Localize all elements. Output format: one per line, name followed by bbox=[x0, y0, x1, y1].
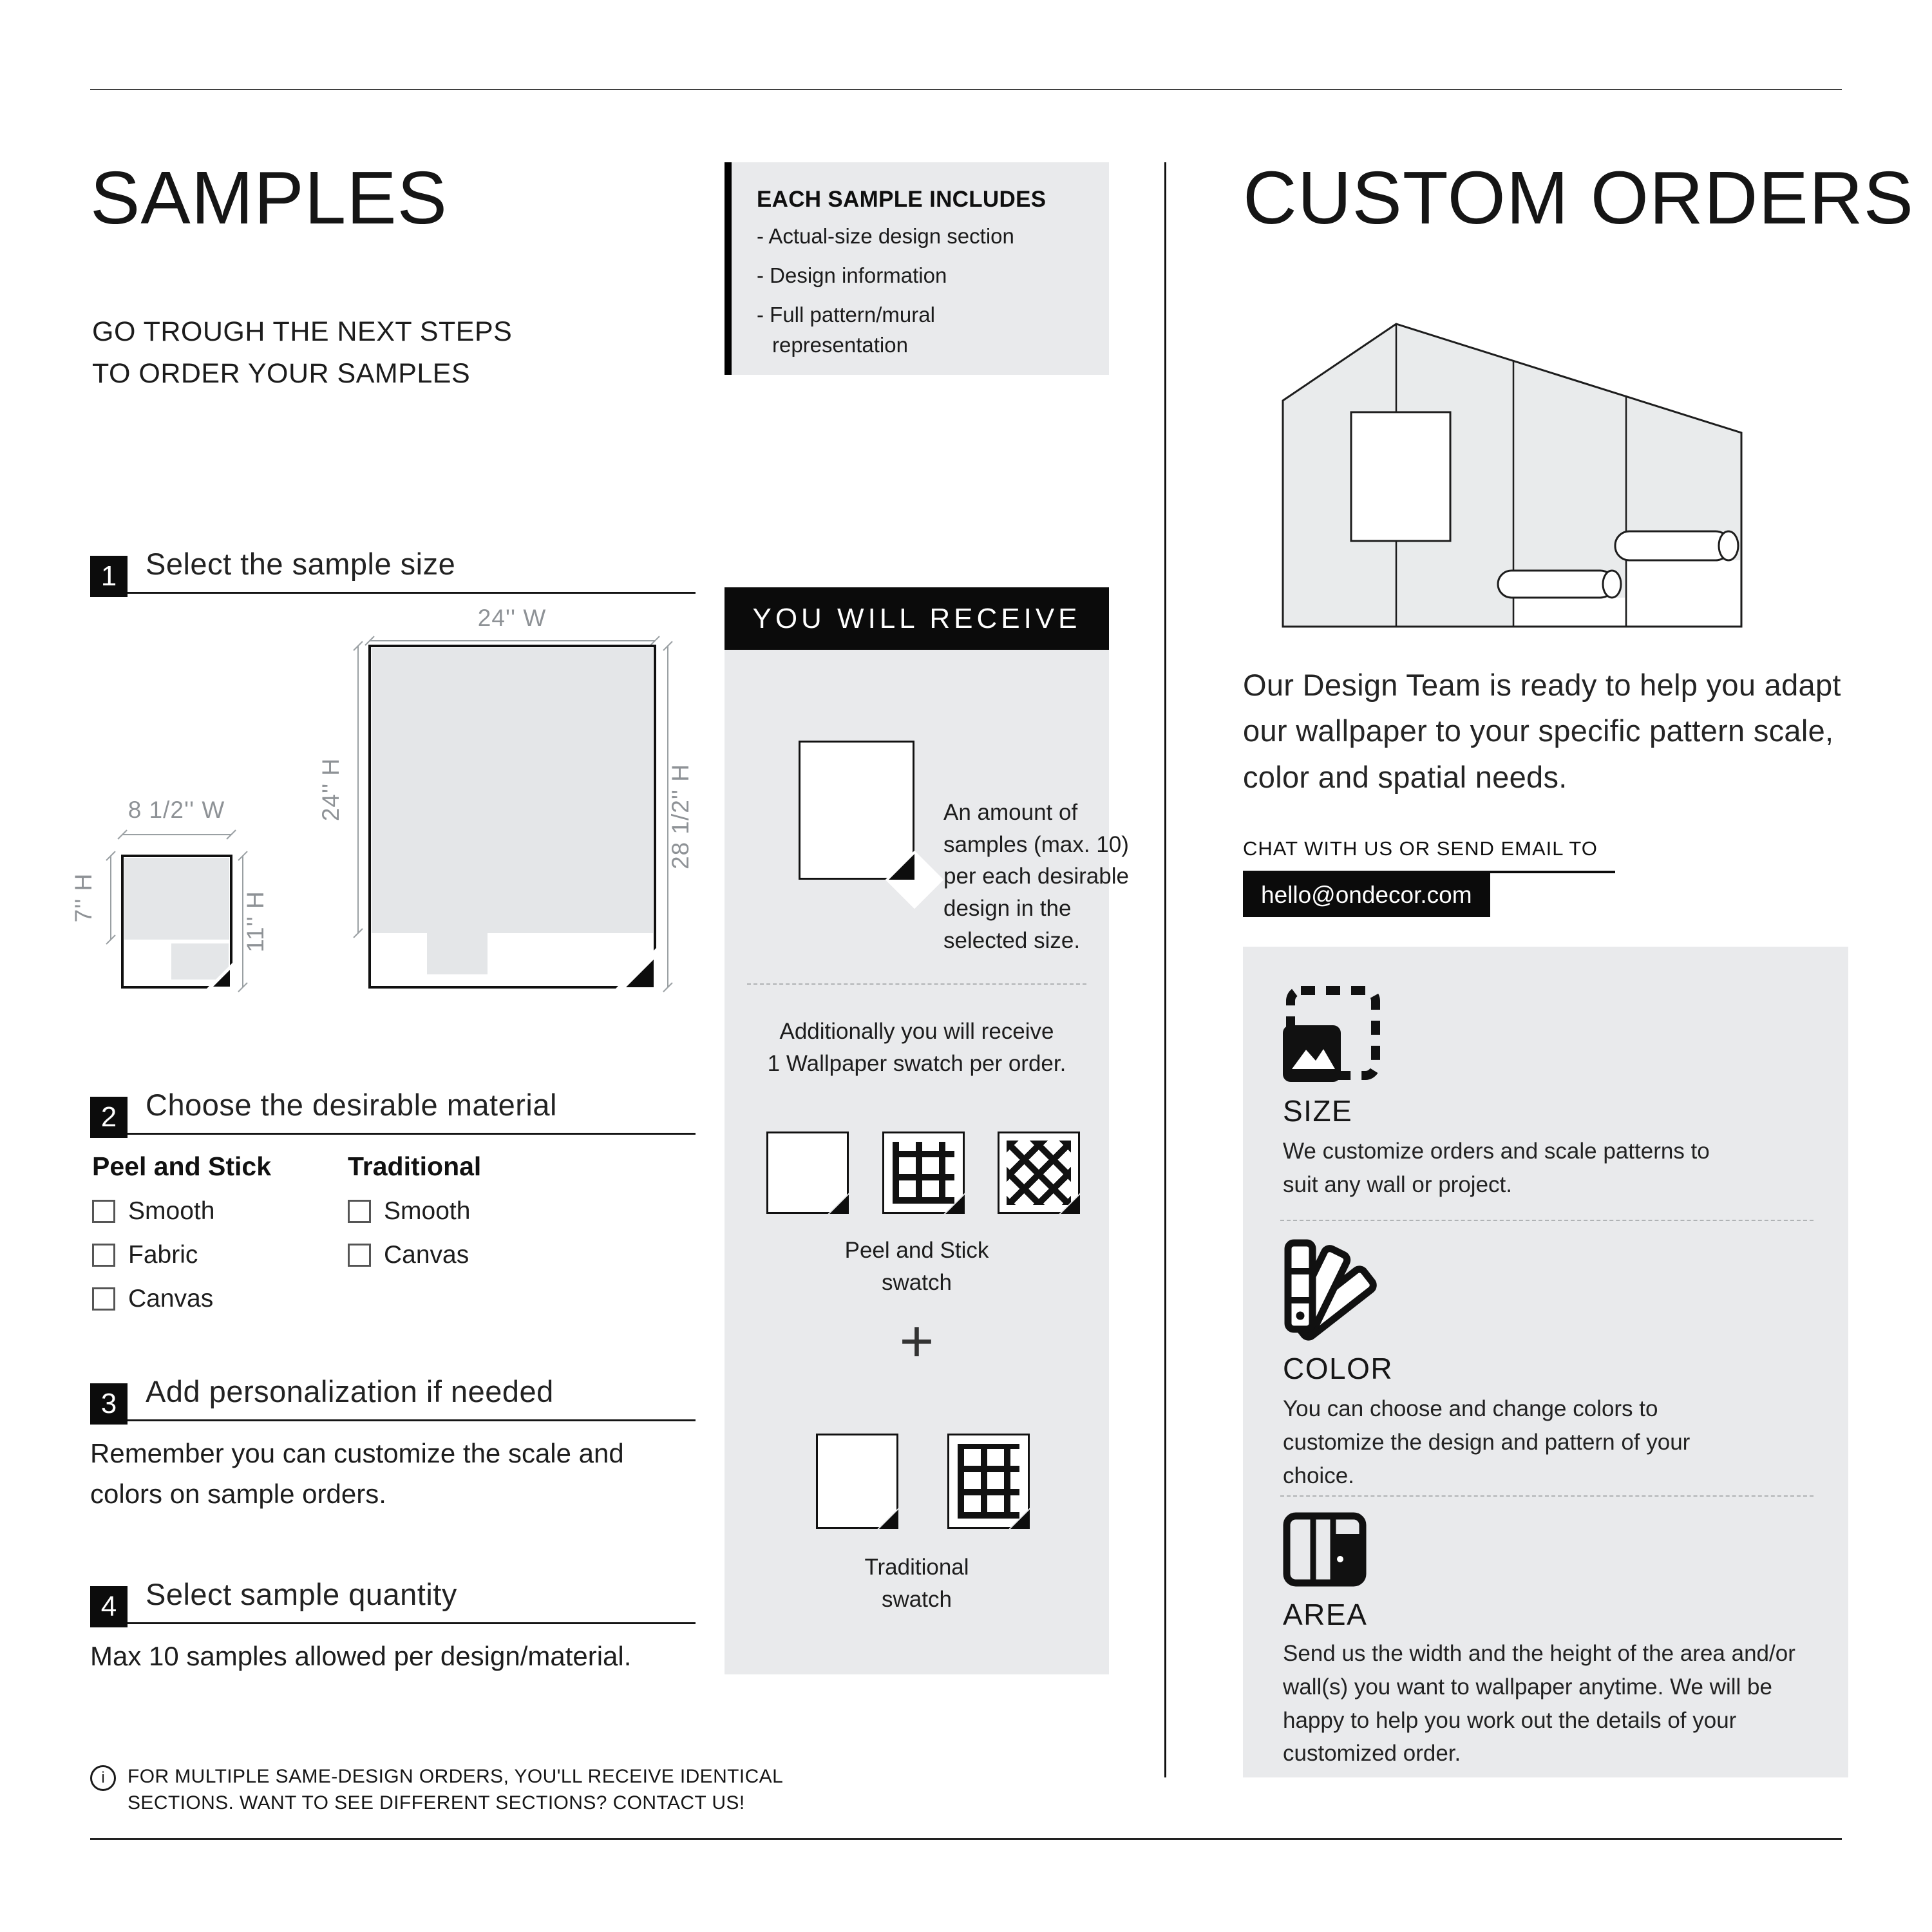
includes-item: - Actual-size design section bbox=[757, 224, 1014, 248]
smooth-swatch-icon bbox=[766, 1132, 849, 1214]
color-title: COLOR bbox=[1283, 1352, 1394, 1385]
traditional-smooth-swatch-icon bbox=[816, 1434, 898, 1529]
step3-text: Remember you can customize the scale and colors on sample orders. bbox=[90, 1438, 624, 1509]
top-rule bbox=[90, 89, 1842, 90]
area-title: AREA bbox=[1283, 1598, 1368, 1631]
step3-header bbox=[90, 1374, 696, 1421]
peel-option-fabric[interactable] bbox=[92, 1241, 271, 1269]
step3-title: Add personalization if needed bbox=[146, 1374, 554, 1408]
step1-header bbox=[90, 546, 696, 594]
info-note bbox=[90, 1763, 783, 1817]
sample-sheet-icon bbox=[799, 741, 914, 880]
material-traditional-column bbox=[348, 1151, 481, 1269]
samples-intro-line2: TO ORDER YOUR SAMPLES bbox=[92, 357, 471, 389]
step2-title: Choose the desirable material bbox=[146, 1088, 557, 1122]
dashed-divider bbox=[1280, 1495, 1814, 1497]
step4-text: Max 10 samples allowed per design/material. bbox=[90, 1641, 632, 1671]
trad-option-smooth[interactable] bbox=[348, 1197, 481, 1226]
step1-number-badge: 1 bbox=[90, 556, 128, 597]
peel-option-canvas[interactable] bbox=[92, 1285, 271, 1313]
checkbox-icon[interactable] bbox=[92, 1287, 115, 1311]
traditional-canvas-swatch-icon bbox=[947, 1434, 1030, 1529]
checkbox-icon[interactable] bbox=[348, 1244, 371, 1267]
includes-accent-bar bbox=[724, 162, 732, 375]
trad-swatch-label-line2: swatch bbox=[882, 1586, 952, 1612]
size-title: SIZE bbox=[1283, 1094, 1353, 1128]
includes-item: - Full pattern/mural representation bbox=[757, 302, 935, 357]
custom-features-panel bbox=[1243, 947, 1848, 1777]
peel-and-stick-title: Peel and Stick bbox=[92, 1151, 272, 1181]
checkbox-icon[interactable] bbox=[348, 1200, 371, 1223]
column-divider bbox=[1164, 162, 1166, 1777]
peel-option-smooth[interactable] bbox=[92, 1197, 271, 1226]
note-line2: SECTIONS. WANT TO SEE DIFFERENT SECTIONS? CONTACT US! bbox=[128, 1792, 745, 1814]
option-label: Smooth bbox=[384, 1197, 471, 1225]
samples-title: SAMPLES bbox=[90, 156, 448, 240]
each-sample-includes-box bbox=[724, 162, 1109, 375]
info-icon: i bbox=[90, 1765, 116, 1791]
large-width-label: 24'' W bbox=[477, 605, 547, 631]
option-label: Canvas bbox=[384, 1241, 469, 1269]
material-peel-column bbox=[92, 1151, 271, 1313]
peel-swatch-label-line2: swatch bbox=[882, 1269, 952, 1295]
email-address[interactable]: hello@ondecor.com bbox=[1243, 873, 1490, 917]
note-line1: FOR MULTIPLE SAME-DESIGN ORDERS, YOU'LL RECEIVE IDENTICAL bbox=[128, 1766, 784, 1787]
color-icon bbox=[1282, 1238, 1410, 1341]
you-will-receive-panel bbox=[724, 650, 1129, 1674]
color-text: You can choose and change colors to customize the design and pattern of your choice. bbox=[1283, 1396, 1690, 1488]
samples-intro-line1: GO TROUGH THE NEXT STEPS bbox=[92, 316, 513, 347]
checkbox-icon[interactable] bbox=[92, 1200, 115, 1223]
peel-swatch-label-line1: Peel and Stick bbox=[844, 1238, 989, 1263]
includes-title: EACH SAMPLE INCLUDES bbox=[757, 187, 1046, 212]
fabric-swatch-icon bbox=[882, 1132, 965, 1214]
checkbox-icon[interactable] bbox=[92, 1244, 115, 1267]
area-text: Send us the width and the height of the area and/or wall(s) you want to wallpaper anytime. We will be happy to help you work out the details of your customized order. bbox=[1283, 1641, 1795, 1766]
step2-header bbox=[90, 1087, 696, 1135]
step2-number-badge: 2 bbox=[90, 1097, 128, 1138]
traditional-title: Traditional bbox=[348, 1151, 482, 1181]
canvas-swatch-icon bbox=[998, 1132, 1080, 1214]
chat-label: CHAT WITH US OR SEND EMAIL TO bbox=[1243, 837, 1598, 860]
small-width-label: 8 1/2'' W bbox=[128, 797, 225, 823]
trad-swatch-label-line1: Traditional bbox=[864, 1555, 969, 1580]
additional-text-line1: Additionally you will receive bbox=[779, 1019, 1054, 1044]
includes-item: - Design information bbox=[757, 263, 947, 287]
custom-orders-body: Our Design Team is ready to help you adapt our wallpaper to your specific pattern scale, color and spatial needs. bbox=[1243, 668, 1841, 794]
grid-pattern bbox=[893, 1142, 954, 1204]
small-height-left-label: 7'' H bbox=[70, 873, 97, 923]
option-label: Smooth bbox=[128, 1197, 215, 1225]
option-label: Fabric bbox=[128, 1241, 198, 1269]
house-wallpaper-illustration bbox=[1282, 322, 1747, 629]
grid-pattern bbox=[958, 1444, 1019, 1519]
crosshatch-pattern bbox=[1007, 1141, 1071, 1205]
option-label: Canvas bbox=[128, 1285, 214, 1312]
step4-number-badge: 4 bbox=[90, 1586, 128, 1627]
small-height-right-label: 11'' H bbox=[242, 891, 269, 952]
samples-amount-text: An amount of samples (max. 10) per each desirable design in the selected size. bbox=[943, 800, 1129, 953]
large-height-right-label: 28 1/2'' H bbox=[667, 764, 694, 869]
step1-title: Select the sample size bbox=[146, 547, 456, 581]
dashed-divider bbox=[747, 983, 1086, 985]
step4-title: Select sample quantity bbox=[146, 1577, 457, 1611]
size-icon bbox=[1283, 984, 1383, 1082]
you-will-receive-header bbox=[724, 587, 1109, 650]
step4-header bbox=[90, 1577, 696, 1624]
sample-size-diagram bbox=[64, 592, 696, 1008]
step3-number-badge: 3 bbox=[90, 1383, 128, 1425]
large-height-left-label: 24'' H bbox=[317, 757, 344, 822]
additional-text-line2: 1 Wallpaper swatch per order. bbox=[767, 1050, 1066, 1076]
bottom-rule bbox=[90, 1838, 1842, 1840]
plus-sign: + bbox=[899, 1309, 934, 1374]
custom-orders-title: CUSTOM ORDERS bbox=[1243, 156, 1915, 240]
you-will-receive-label: YOU WILL RECEIVE bbox=[752, 602, 1081, 634]
dashed-divider bbox=[1280, 1220, 1814, 1221]
trad-option-canvas[interactable] bbox=[348, 1241, 481, 1269]
size-text: We customize orders and scale patterns to suit any wall or project. bbox=[1283, 1139, 1710, 1197]
area-icon bbox=[1283, 1512, 1367, 1587]
